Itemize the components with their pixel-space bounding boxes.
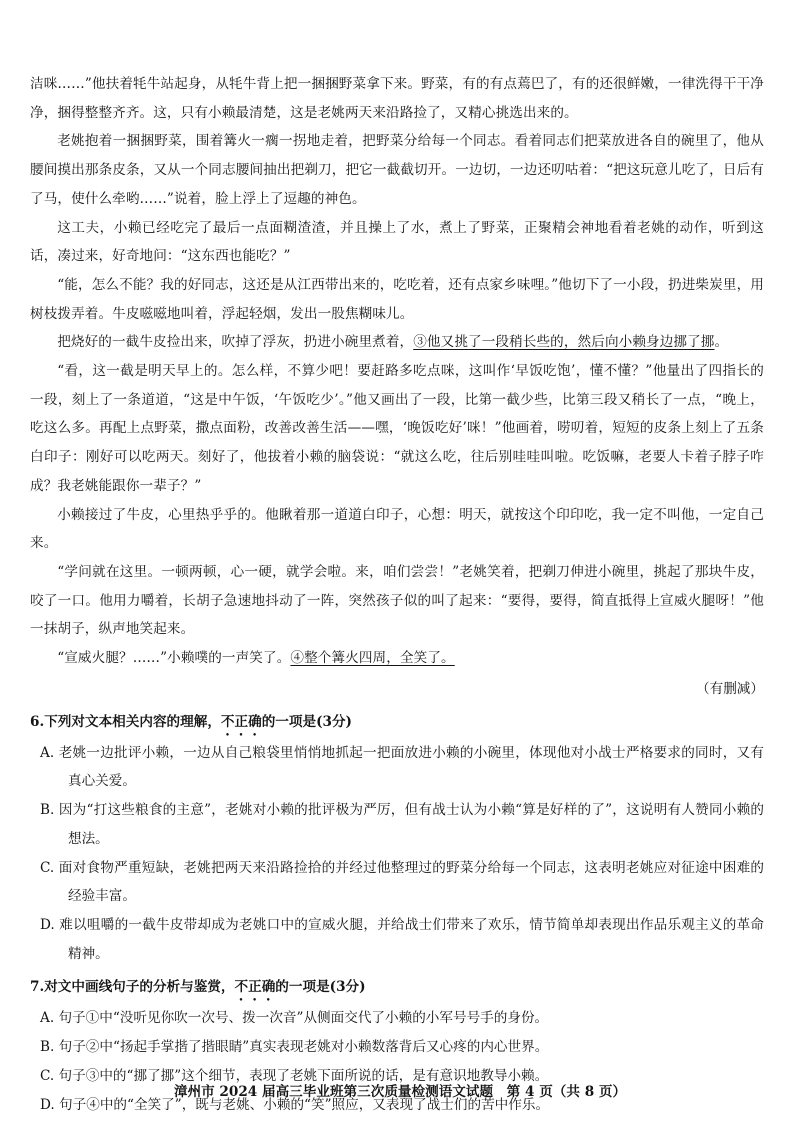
passage-paragraph: 小赖接过了牛皮，心里热乎乎的。他瞅着那一道道白印子，心想：明天，就按这个印印吃，我一定不叫他，一定自己来。 — [30, 506, 764, 552]
reading-passage — [30, 70, 764, 703]
emphasis-text: 不正确 — [220, 713, 262, 730]
option-d: D. 难以咀嚼的一截牛皮带却成为老姚口中的宣威火腿，并给战士们带来了欢乐，情节简单却表现出作品乐观主义的革命精神。 — [40, 916, 764, 962]
page-footer: 漳州市 2024 届高三毕业班第三次质量检测语文试题 第 4 页（共 8 页） — [173, 1084, 627, 1100]
emphasis-text: 不正确 — [234, 979, 276, 996]
source-note: （有删减） — [696, 680, 764, 697]
passage-paragraph: 老姚抱着一捆捆野菜，围着篝火一瘸一拐地走着，把野菜分给每一个同志。看着同志们把菜放进各自的碗里了，他从腰间摸出那条皮条，又从一个同志腰间抽出把剃刀，把它一截截切开。一边切，一边还叨咕着：“把这玩意儿吃了，日后有了马，使什么牵哟……”说着，脸上浮上了逗趣的神色。 — [30, 133, 764, 207]
question-6 — [30, 707, 764, 969]
option-c: C. 面对食物严重短缺，老姚把两天来沿路捡拾的并经过他整理过的野菜分给每一个同志，这表明老姚应对征途中困难的经验丰富。 — [40, 859, 764, 905]
passage-text: 把烧好的一截牛皮捡出来，吹掉了浮灰，扔进小碗里煮着， — [57, 334, 414, 351]
passage-paragraph: “看，这一截是明天早上的。怎么样，不算少吧！要赶路多吃点咪，这叫作‘早饭吃饱’，懂不懂？”他量出了四指长的一段，刻上了一条道道，“这是中午饭，‘午饭吃少’。”他又画出了一段，比第一截少些，比第三段又稍长了一点，“晚上，吃这么多。再配上点野菜，撒点面粉，改善改善生活——嘿，‘晚饭吃好’咪！”他画着，唠叨着，短短的皮条上刻上了五条白印子：刚好可以吃两天。刻好了，他拔着小赖的脑袋说：“就这么吃，往后别哇哇叫啦。吃饭嘛，老要人卡着子脖子咋成？我老姚能跟你一辈子？” — [30, 363, 764, 494]
option-c: C. 句子③中的“挪了挪”这个细节，表现了老姚下面所说的话，是有意识地教导小赖。 — [40, 1067, 549, 1084]
question-stem: 6.下列对文本相关内容的理解，不正确的一项是(3分) — [30, 713, 352, 730]
passage-text: 。 — [714, 334, 729, 351]
passage-paragraph: 洁咪……”他扶着牦牛站起身，从牦牛背上把一捆捆野菜拿下来。野菜，有的有点蔫巴了，有的还很鲜嫩，一律洗得干干净净，捆得整整齐齐。这，只有小赖最清楚，这是老姚两天来沿路捡了，又精心挑选出来的。 — [30, 76, 764, 121]
option-a: A. 老姚一边批评小赖，一边从自己粮袋里悄悄地抓起一把面放进小赖的小碗里，体现他对小战士严格要求的同时，又有真心关爱。 — [40, 744, 764, 790]
option-a: A. 句子①中“没听见你吹一次号、拨一次音”从侧面交代了小赖的小军号号手的身份。 — [40, 1010, 549, 1027]
passage-paragraph: “学问就在这里。一顿两顿，心一硬，就学会啦。来，咱们尝尝！”老姚笑着，把剃刀伸进小碗里，挑起了那块牛皮，咬了一口。他用力嚼着，长胡子急速地抖动了一阵，突然孩子似的叫了起来：“要得，要得，简直抵得上宣威火腿呀！”他一抹胡子，纵声地笑起来。 — [30, 563, 764, 638]
option-b: B. 因为“打这些粮食的主意”，老姚对小赖的批评极为严厉，但有战士认为小赖“算是好样的了”，这说明有人赞同小赖的想法。 — [40, 802, 764, 847]
underlined-sentence-3: ③他又挑了一段稍长些的，然后向小赖身边挪了挪 — [413, 334, 715, 351]
passage-paragraph: “能，怎么不能？我的好同志，这还是从江西带出来的，吃吃着，还有点家乡味哩。”他切下了一小段，扔进柴炭里，用树枝拨弄着。牛皮嗞嗞地叫着，浮起轻烟，发出一股焦糊味儿。 — [30, 276, 764, 322]
underlined-sentence-4: ④整个篝火四周，全笑了。 — [290, 650, 455, 667]
option-d: D. 句子④中的“全笑了”，既与老姚、小赖的“笑”照应，又表现了战士们的苦中作乐。 — [40, 1096, 550, 1113]
passage-paragraph — [30, 328, 764, 357]
question-stem: 7.对文中画线句子的分析与鉴赏，不正确的一项是(3分) — [30, 979, 366, 996]
passage-paragraph — [30, 644, 764, 673]
option-b: B. 句子②中“扬起手掌揩了揩眼睛”真实表现老姚对小赖数落背后又心疼的内心世界。 — [40, 1039, 549, 1056]
passage-text: “宣威火腿？……”小赖噗的一声笑了。 — [57, 650, 291, 667]
passage-paragraph: 这工夫，小赖已经吃完了最后一点面糊渣渣，并且操上了水，煮上了野菜，正聚精会神地看着老姚的动作，听到这话，凑过来，好奇地问：“这东西也能吃？” — [30, 219, 764, 265]
